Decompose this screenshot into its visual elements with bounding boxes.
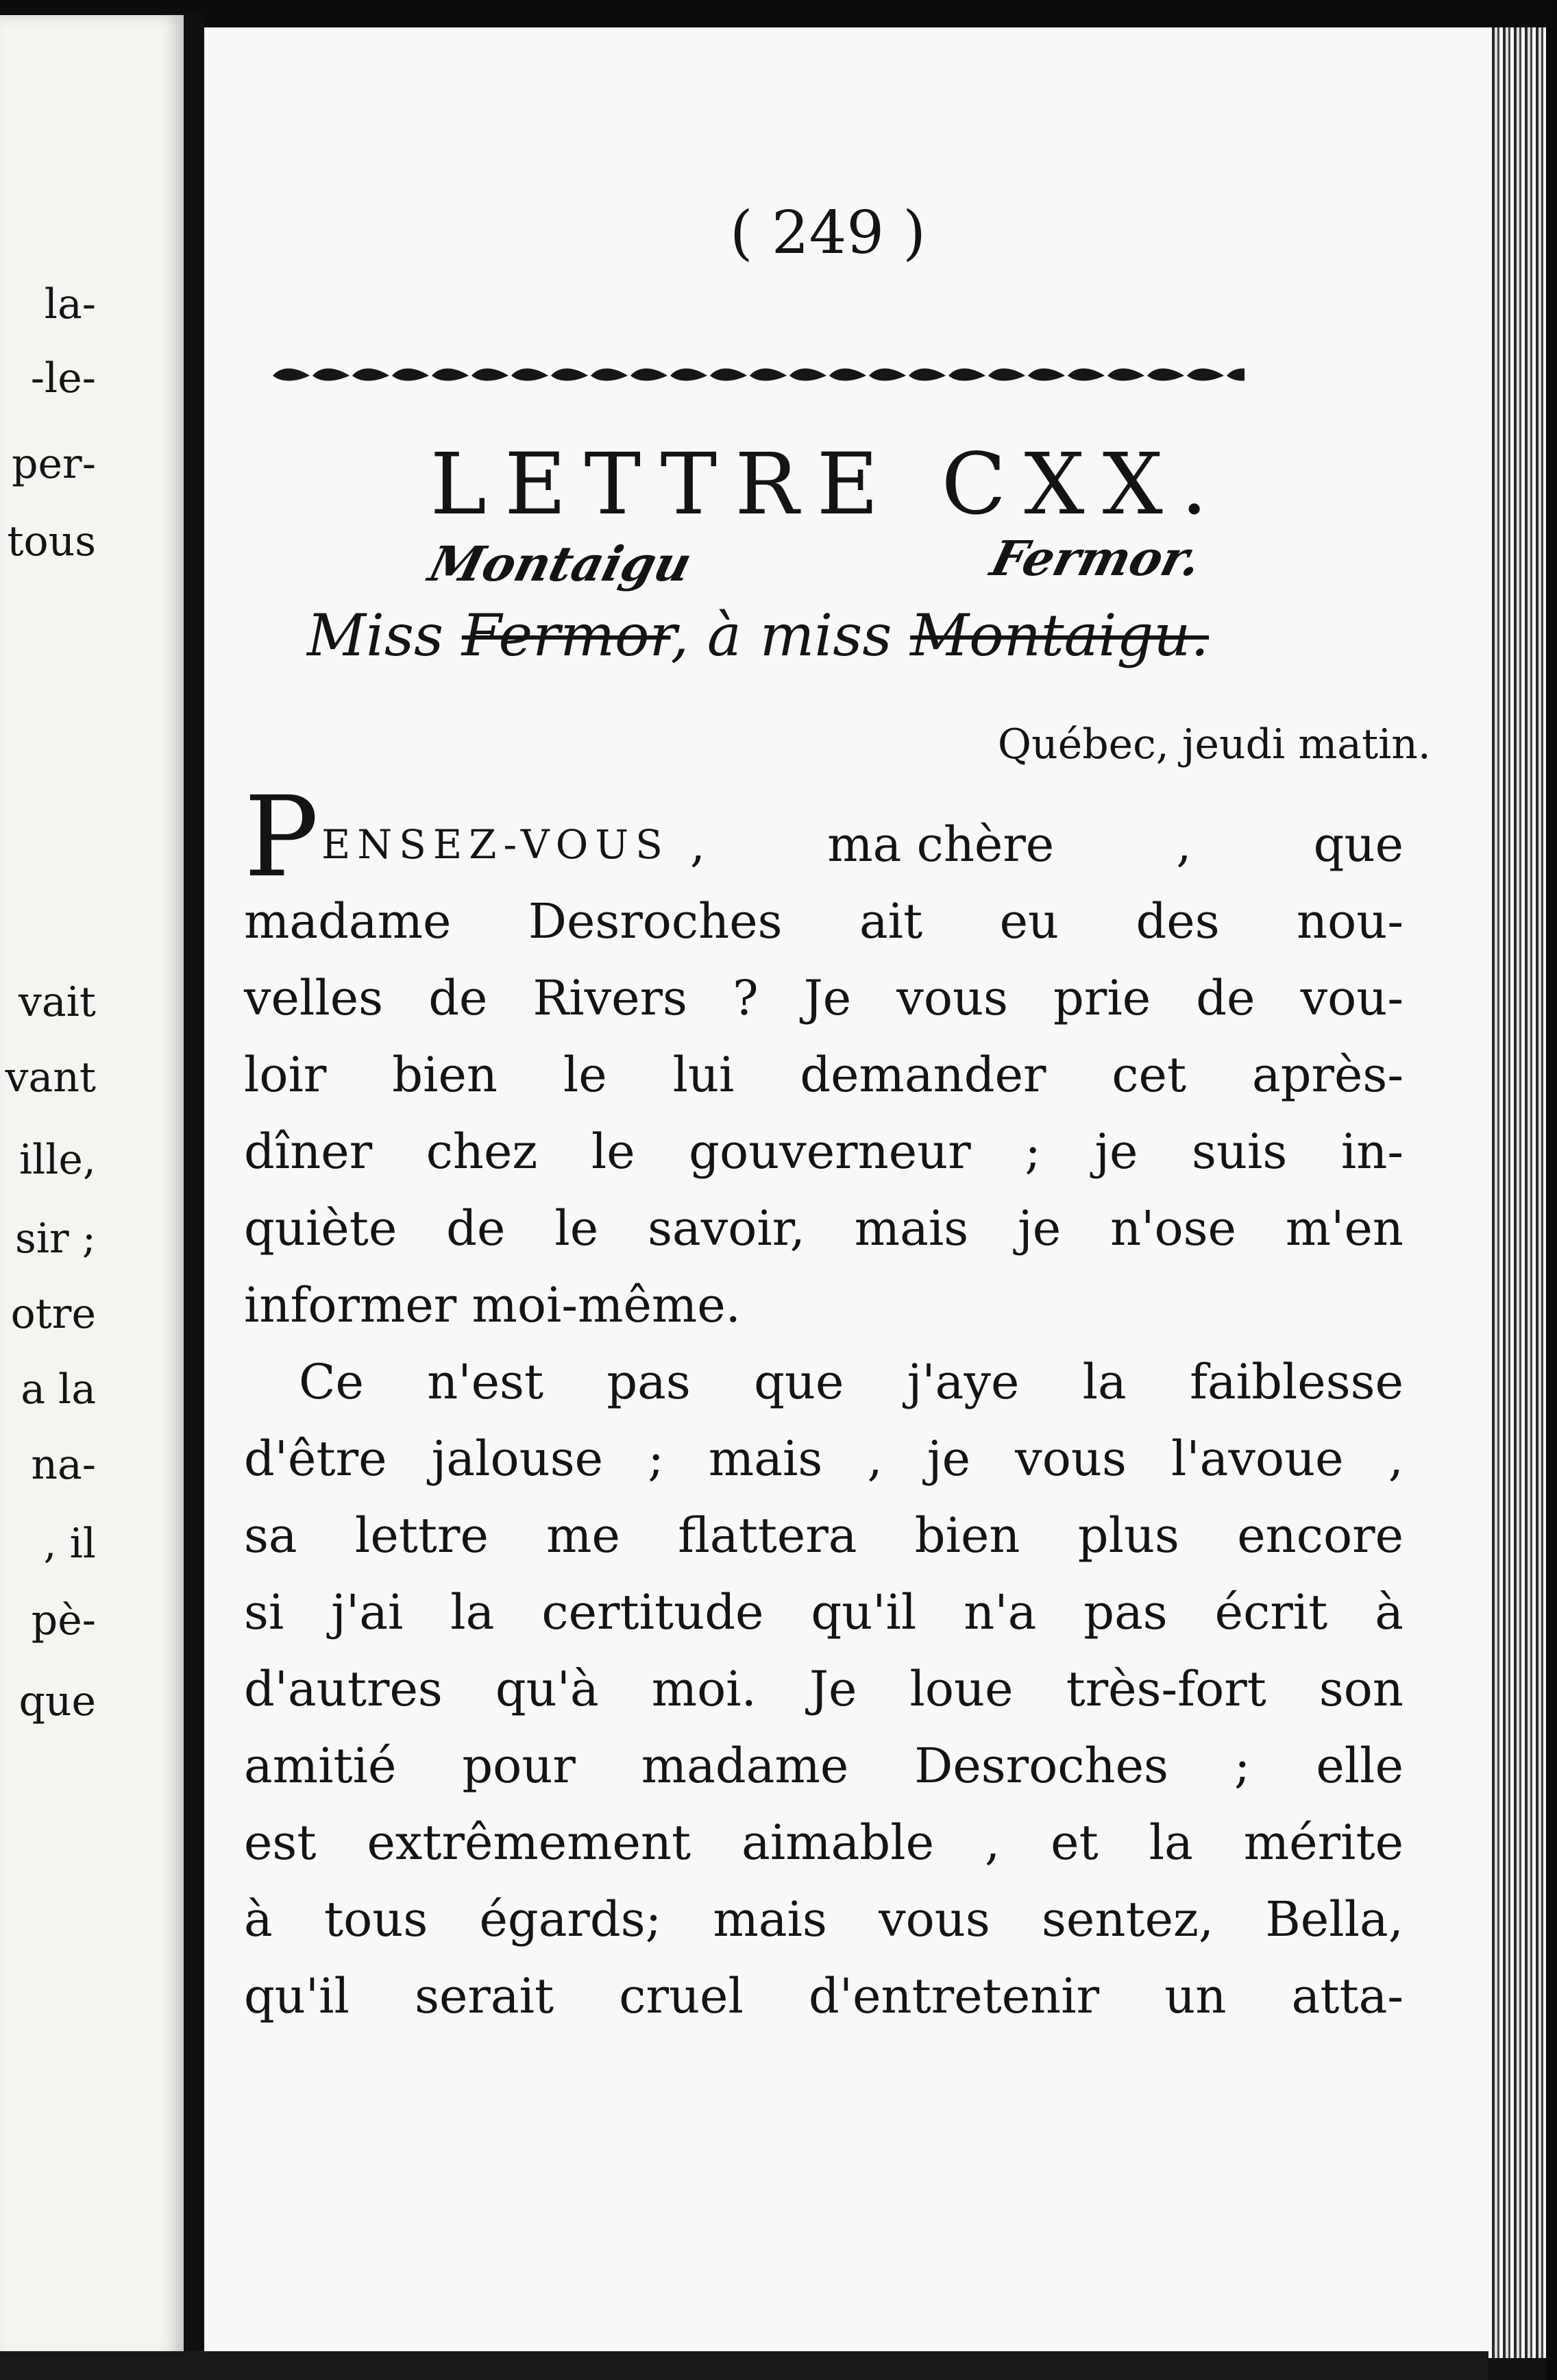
text-line: d'autres qu'à moi. Je loue très-fort son: [244, 1661, 1403, 1717]
text-line: quiète de le savoir, mais je n'ose m'en: [244, 1200, 1403, 1256]
left-line-fragment: ille,: [19, 1136, 96, 1184]
scan-bottom-border: [0, 2351, 1488, 2380]
scan-top-border: [0, 0, 1557, 27]
left-line-fragment: na-: [31, 1441, 96, 1489]
word: que: [1313, 816, 1403, 873]
left-line-fragment: pè-: [31, 1596, 96, 1644]
page-edges: [1488, 27, 1546, 2358]
drop-cap: P: [244, 773, 319, 903]
left-page: [0, 15, 184, 2359]
left-line-fragment: vait: [19, 978, 96, 1026]
letter-body: [244, 773, 1403, 2035]
text-line: dîner chez le gouverneur ; je suis in-: [244, 1124, 1403, 1180]
left-line-fragment: a la: [21, 1365, 96, 1413]
word: ,: [1176, 816, 1192, 873]
dateline: Québec, jeudi matin.: [997, 720, 1431, 768]
text-line: à tous égards; mais vous sentez, Bella,: [244, 1891, 1403, 1947]
left-line-fragment: que: [19, 1677, 96, 1725]
word: ma chère: [827, 816, 1055, 873]
left-line-fragment: tous: [7, 518, 96, 566]
page-number: ( 249 ): [730, 199, 926, 267]
handwritten-correction-2: Fermor.: [985, 530, 1207, 587]
left-line-fragment: -le-: [30, 354, 96, 402]
addressee-middle: , à miss: [670, 602, 892, 669]
handwritten-correction-1: Montaigu: [423, 535, 698, 592]
text-line: est extrêmement aimable , et la mérite: [244, 1814, 1403, 1871]
paragraph-2: [244, 1344, 1403, 2035]
left-line-fragment: otre: [10, 1290, 96, 1338]
opening-line: [244, 773, 1403, 903]
addressee-line: [307, 602, 1362, 669]
left-line-fragment: la-: [44, 280, 96, 328]
struck-name-montaigu: Montaigu.: [910, 602, 1210, 669]
addressee-prefix: Miss: [307, 602, 444, 669]
left-line-fragment: per-: [12, 440, 96, 488]
text-line: amitié pour madame Desroches ; elle: [244, 1738, 1403, 1794]
letter-title: LETTRE CXX.: [430, 435, 1226, 534]
opening-line-rest: [670, 806, 1403, 883]
small-caps-opening: ENSEZ-VOUS: [321, 821, 670, 868]
left-line-fragment: vant: [5, 1054, 96, 1102]
text-line: madame Desroches ait eu des nou-: [244, 893, 1403, 949]
struck-name-fermor: Fermor: [461, 602, 671, 669]
book-gutter: [184, 14, 204, 2380]
text-line: d'être jalouse ; mais , je vous l'avoue ,: [244, 1431, 1403, 1487]
paragraph-1: [244, 773, 1403, 1344]
text-line: velles de Rivers ? Je vous prie de vou-: [244, 970, 1403, 1026]
right-page: [204, 27, 1488, 2351]
text-line: loir bien le lui demander cet après-: [244, 1047, 1403, 1103]
text-line: si j'ai la certitude qu'il n'a pas écrit à: [244, 1584, 1403, 1640]
scan-right-border: [1546, 0, 1557, 2380]
word: ,: [689, 816, 706, 873]
text-line: informer moi-même.: [244, 1277, 741, 1333]
text-line: Ce n'est pas que j'aye la faiblesse: [299, 1354, 1403, 1410]
left-line-fragment: , il: [43, 1520, 96, 1568]
text-line: qu'il serait cruel d'entretenir un atta-: [244, 1968, 1403, 2024]
text-line: sa lettre me flattera bien plus encore: [244, 1507, 1403, 1564]
ornamental-rule: [271, 362, 1245, 389]
left-line-fragment: sir ;: [15, 1215, 96, 1263]
